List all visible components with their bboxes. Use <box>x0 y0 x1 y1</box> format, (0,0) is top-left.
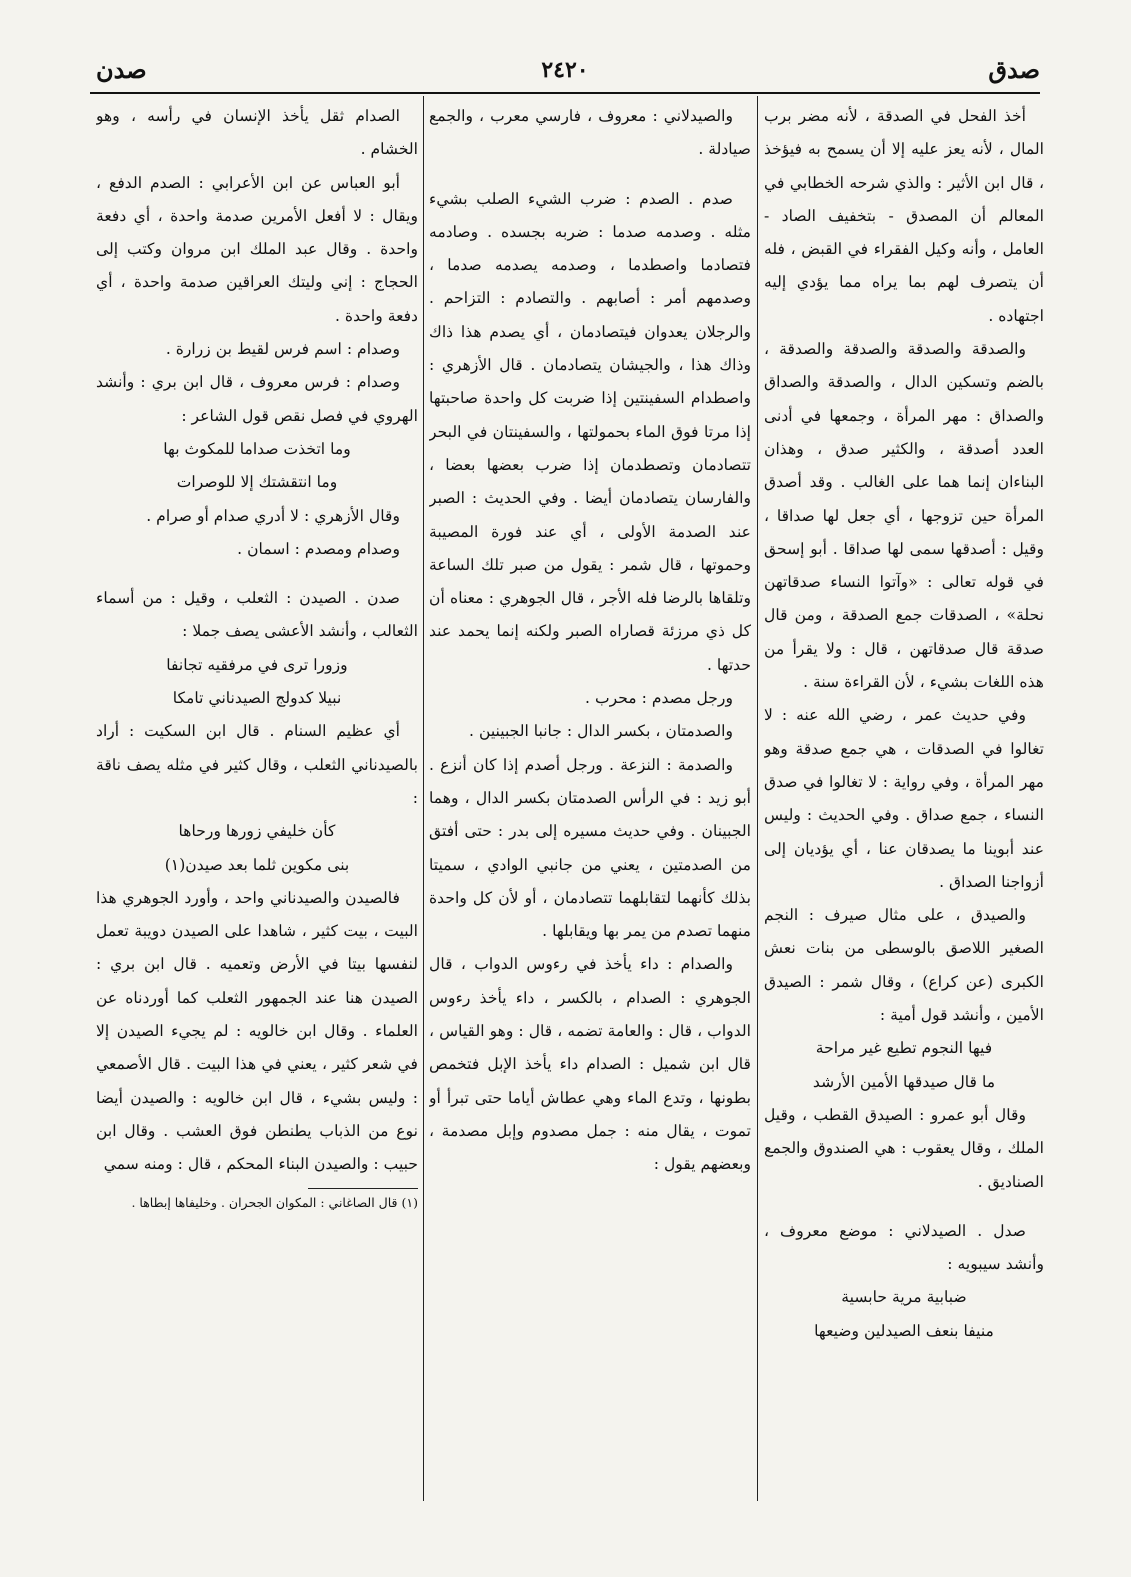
paragraph: أبو العباس عن ابن الأعرابي : الصدم الدفع ، ويقال : لا أفعل الأمرين صدمة واحدة ، أي دفعة واحدة . وقال عبد الملك ابن مروان وكتب إلى الحجاج : إني وليتك العراقين صدمة واحدة ، أي دفعة واحدة . <box>96 173 418 325</box>
paragraph: وصدام : فرس معروف ، قال ابن بري : وأنشد الهروي في فصل نقص قول الشاعر : <box>96 373 418 425</box>
column-separator <box>757 96 758 1501</box>
paragraph: والصيدلاني : معروف ، فارسي معرب ، والجمع صيادلة . <box>429 107 751 159</box>
page-header <box>90 55 1040 89</box>
paragraph: وفي حديث عمر ، رضي الله عنه : لا تغالوا في الصدقات ، هي جمع صدقة وهو مهر المرأة ، وفي رواية : لا تغالوا في صدق النساء ، جمع صداق . وفي الحديث : وليس عند أبوينا ما يصدقان عنا ، أي يؤديان إلى أزواجنا الصداق . <box>764 706 1044 891</box>
column-middle <box>429 100 751 1500</box>
page-number: ٢٤٢٠ <box>541 57 589 83</box>
entry-sadal: صدل . الصيدلاني : موضع معروف ، وأنشد سيبويه : <box>764 1221 1044 1274</box>
paragraph: والصدمة : النزعة . ورجل أصدم إذا كان أنزع . أبو زيد : في الرأس الصدمتان بكسر الدال ، وهما الجبينان . وفي حديث مسيره إلى بدر : حتى أفتق من الصدمتين ، يعني من جانبي الوادي ، سميتا بذلك كأنهما لتقابلهما تتصادمان ، أو لأن كل واحدة منهما تصدم من يمر بها ويقابلها . <box>429 755 751 941</box>
paragraph: ورجل مصدم : محرب . <box>585 689 733 708</box>
running-headword-right: صدق <box>988 55 1040 84</box>
verse-line: كأن خليفي زورها ورحاها <box>178 822 336 841</box>
verse-line: وما اتخذت صداما للمكوث بها <box>163 439 351 458</box>
paragraph: وقال أبو عمرو : الصيدق القطب ، وقيل الملك ، وقال يعقوب : هي الصندوق والجمع الصناديق . <box>764 1105 1044 1191</box>
column-separator <box>423 96 424 1501</box>
paragraph: والصيدق ، على مثال صيرف : النجم الصغير اللاصق بالوسطى من بنات نعش الكبرى (عن كراع) ، وقال شمر : الصيدق الأمين ، وأنشد قول أمية : <box>764 906 1044 1025</box>
paragraph: وصدام : اسم فرس لقيط بن زرارة . <box>165 340 400 359</box>
footnote-rule <box>308 1188 418 1189</box>
verse-line: نبيلا كدولج الصيدناني تامكا <box>172 689 342 708</box>
paragraph: والصدمتان ، بكسر الدال : جانبا الجبينين . <box>469 722 733 741</box>
paragraph: وقال الأزهري : لا أدري صدام أو صرام . <box>146 506 400 525</box>
column-right <box>764 100 1044 1500</box>
verse-line: فيها النجوم تطيع غير مراحة <box>815 1039 993 1058</box>
paragraph: وصدام ومصدم : اسمان . <box>237 539 400 558</box>
verse-line: منيفا بنعف الصيدلين وضيعها <box>814 1321 994 1340</box>
verse-line: وزورا ترى في مرفقيه تجانفا <box>166 655 348 674</box>
column-left <box>96 100 418 1500</box>
entry-sadan: صدن . الصيدن : الثعلب ، وقيل : من أسماء الثعالب ، وأنشد الأعشى يصف جملا : <box>96 589 418 641</box>
paragraph: أي عظيم السنام . قال ابن السكيت : أراد بالصيدناني الثعلب ، وقال كثير في مثله يصف ناقة : <box>96 722 418 807</box>
paragraph: والصدام : داء يأخذ في رءوس الدواب ، قال الجوهري : الصدام ، بالكسر ، داء يأخذ رءوس الدواب ، قال : والعامة تضمه ، قال : وهو القياس ، قال ابن شميل : الصدام داء يأخذ الإبل فتخمص بطونها ، وتدع الماء وهي عطاش أياما حتى تبرأ أو تموت ، يقال منه : جمل مصدوم وإبل مصدمة ، وبعضهم يقول : <box>429 955 751 1174</box>
paragraph: الصدام ثقل يأخذ الإنسان في رأسه ، وهو الخشام . <box>96 107 418 159</box>
paragraph: فالصيدن والصيدناني واحد ، وأورد الجوهري هذا البيت ، بيت كثير ، شاهدا على الصيدن دويبة تعمل لنفسها بيتا في الأرض وتعميه . قال ابن بري : الصيدن هنا عند الجمهور الثعلب كما أوردناه عن العلماء . وقال ابن خالويه : لم يجيء الصيدن إلا في شعر كثير ، يعني في هذا البيت . قال الأصمعي : وليس بشيء ، قال ابن خالويه : والصيدن أيضا نوع من الذباب يطنطن فوق العشب . وقال ابن حبيب : والصيدن البناء المحكم ، قال : ومنه سمي <box>96 888 418 1174</box>
running-headword-left: صدن <box>96 55 147 84</box>
entry-sadam: صدم . الصدم : ضرب الشيء الصلب بشيء مثله . وصدمه صدما : ضربه بجسده . وصادمه فتصادما واصطدما ، وصدمه يصدمه صدما ، وصدمهم أمر : أصابهم . والتصادم : التزاحم . والرجلان يعدوان فيتصادمان ، أي يصدم هذا ذاك وذاك هذا ، والجيشان يتصادمان . قال الأزهري : واصطدام السفينتين إذا ضربت كل واحدة صاحبتها إذا مرتا فوق الماء بحمولتها ، والسفينتان في البحر تتصادمان وتصطدمان إذا ضرب بعضها بعضا ، والفارسان يتصادمان أيضا . وفي الحديث : الصبر عند الصدمة الأولى ، أي عند فورة المصيبة وحموتها ، قال شمر : يقول من صبر تلك الساعة وتلقاها بالرضا فله الأجر ، قال الجوهري : معناه أن كل ذي مرزئة قصاراه الصبر ولكنه إنما يحمد عند حدتها . <box>429 189 751 674</box>
verse-line: ما قال صيدقها الأمين الأرشد <box>812 1072 996 1091</box>
footnote: (١) قال الصاغاني : المكوان الجحران . وخليفاها إبطاها . <box>131 1194 418 1210</box>
verse-line: بنى مكوين ثلما بعد صيدن(١) <box>164 855 350 874</box>
paragraph: أخذ الفحل في الصدقة ، لأنه مضر برب المال ، لأنه يعز عليه إلا أن يسمح به فيؤخذ ، قال ابن الأثير : والذي شرحه الخطابي في المعالم أن المصدق - بتخفيف الصاد - العامل ، وأنه وكيل الفقراء في القبض ، فله أن يتصرف لهم بما يراه مما يؤدي إليه اجتهاده . <box>764 107 1044 325</box>
header-rule <box>90 92 1040 94</box>
verse-line: وما انتقشتك إلا للوصرات <box>176 473 338 492</box>
verse-line: ضبابية مرية حابسية <box>841 1288 967 1307</box>
paragraph: والصدقة والصدقة والصدقة والصدقة ، بالضم وتسكين الدال ، والصدقة والصداق والصداق : مهر المرأة ، وجمعها في أدنى العدد أصدقة ، والكثير صدق ، وهذان البناءان إنما هما على الغالب . وقد أصدق المرأة حين تزوجها ، أي جعل لها صداقا ، وقيل : أصدقها سمى لها صداقا . أبو إسحق في قوله تعالى : «وآتوا النساء صدقاتهن نحلة» ، الصدقات جمع الصدقة ، ومن قال صدقة قال صدقاتهن ، قال : ولا يقرأ من هذه اللغات بشيء ، لأن القراءة سنة . <box>764 340 1044 692</box>
